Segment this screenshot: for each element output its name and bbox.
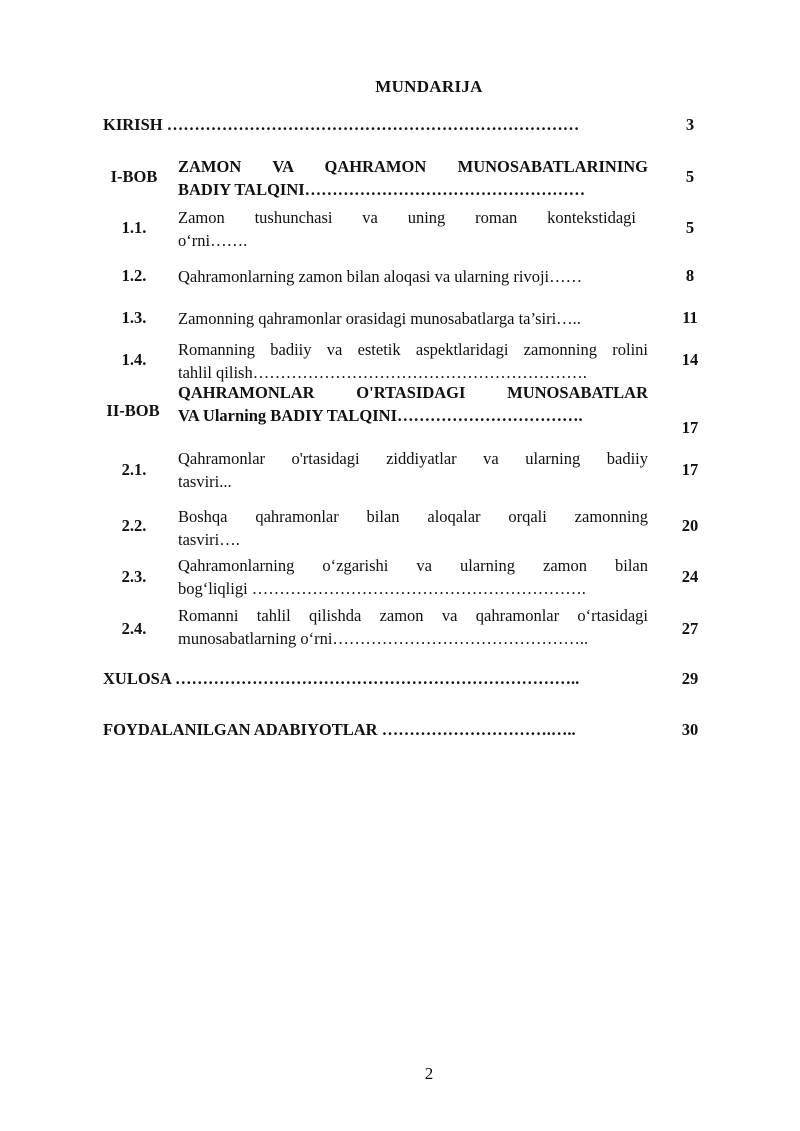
toc-line: Romanning badiiy va estetik aspektlaridagi zamonning rolini <box>178 340 648 359</box>
toc-entry-2-3 <box>178 554 648 600</box>
toc-page-2-4: 27 <box>681 619 699 638</box>
toc-entry-references: FOYDALANILGAN ADABIYOTLAR ………………………….….. <box>103 720 576 739</box>
toc-number-2-4: 2.4. <box>121 619 147 638</box>
toc-entry-1-1 <box>178 206 636 252</box>
toc-line: Zamon tushunchasi va uning roman kontekstidagi <box>178 208 636 227</box>
toc-number-2-1: 2.1. <box>121 460 147 479</box>
toc-entry-chapter-1 <box>178 155 648 201</box>
toc-number-1-3: 1.3. <box>121 308 147 327</box>
toc-line: o‘rni……. <box>178 231 248 250</box>
page-number: 2 <box>424 1064 434 1083</box>
toc-line: QAHRAMONLAR O'RTASIDAGI MUNOSABATLAR <box>178 383 648 402</box>
toc-line: Qahramonlar o'rtasidagi ziddiyatlar va ularning badiiy <box>178 449 648 468</box>
toc-page-1-3: 11 <box>682 308 698 327</box>
toc-number-chapter-1: I-BOB <box>110 167 158 186</box>
toc-page-references: 30 <box>681 720 699 739</box>
toc-line: Zamonning qahramonlar orasidagi munosabatlarga ta’siri….. <box>178 309 581 328</box>
toc-entry-1-4 <box>178 338 648 384</box>
toc-number-2-3: 2.3. <box>121 567 147 586</box>
toc-line: VA Ularning BADIY TALQINI……………………………. <box>178 406 583 425</box>
toc-line: tasviri…. <box>178 530 240 549</box>
toc-entry-xulosa: XULOSA ……………………………………………………………….. <box>103 669 580 688</box>
toc-entry-2-1 <box>178 447 648 493</box>
toc-entry-2-4 <box>178 604 648 650</box>
toc-line: Romanni tahlil qilishda zamon va qahramonlar o‘rtasidagi <box>178 606 648 625</box>
toc-line: Boshqa qahramonlar bilan aloqalar orqali zamonning <box>178 507 648 526</box>
toc-number-chapter-2: II-BOB <box>106 401 160 420</box>
toc-line: Qahramonlarning zamon bilan aloqasi va ularning rivoji…… <box>178 267 583 286</box>
toc-number-1-1: 1.1. <box>121 218 147 237</box>
toc-page-2-1: 17 <box>681 460 699 479</box>
page-title: MUNDARIJA <box>375 77 483 96</box>
toc-line: ZAMON VA QAHRAMON MUNOSABATLARINING <box>178 157 648 176</box>
toc-line: bog‘liqligi ……………………………………………………. <box>178 579 586 598</box>
toc-line: munosabatlarning o‘rni……………………………………….. <box>178 629 589 648</box>
toc-page-1-4: 14 <box>681 350 699 369</box>
toc-line: tasviri... <box>178 472 232 491</box>
toc-line: BADIY TALQINI…………………………………………… <box>178 180 586 199</box>
toc-page-chapter-2: 17 <box>681 418 699 437</box>
toc-page-chapter-1: 5 <box>685 167 695 186</box>
toc-page-kirish: 3 <box>685 115 695 134</box>
toc-page-xulosa: 29 <box>681 669 699 688</box>
toc-entry-1-3 <box>178 307 648 330</box>
toc-entry-2-2 <box>178 505 648 551</box>
toc-number-1-2: 1.2. <box>121 266 147 285</box>
toc-page-1-2: 8 <box>685 266 695 285</box>
toc-page-2-3: 24 <box>681 567 699 586</box>
toc-line: tahlil qilish……………………………………………………. <box>178 363 587 382</box>
toc-page-1-1: 5 <box>685 218 695 237</box>
toc-page-2-2: 20 <box>681 516 699 535</box>
toc-entry-1-2 <box>178 265 648 288</box>
toc-entry-kirish: KIRISH ………………………………………………………………… <box>103 115 580 134</box>
toc-number-1-4: 1.4. <box>121 350 147 369</box>
toc-number-2-2: 2.2. <box>121 516 147 535</box>
toc-entry-chapter-2 <box>178 381 648 427</box>
toc-line: Qahramonlarning o‘zgarishi va ularning zamon bilan <box>178 556 648 575</box>
